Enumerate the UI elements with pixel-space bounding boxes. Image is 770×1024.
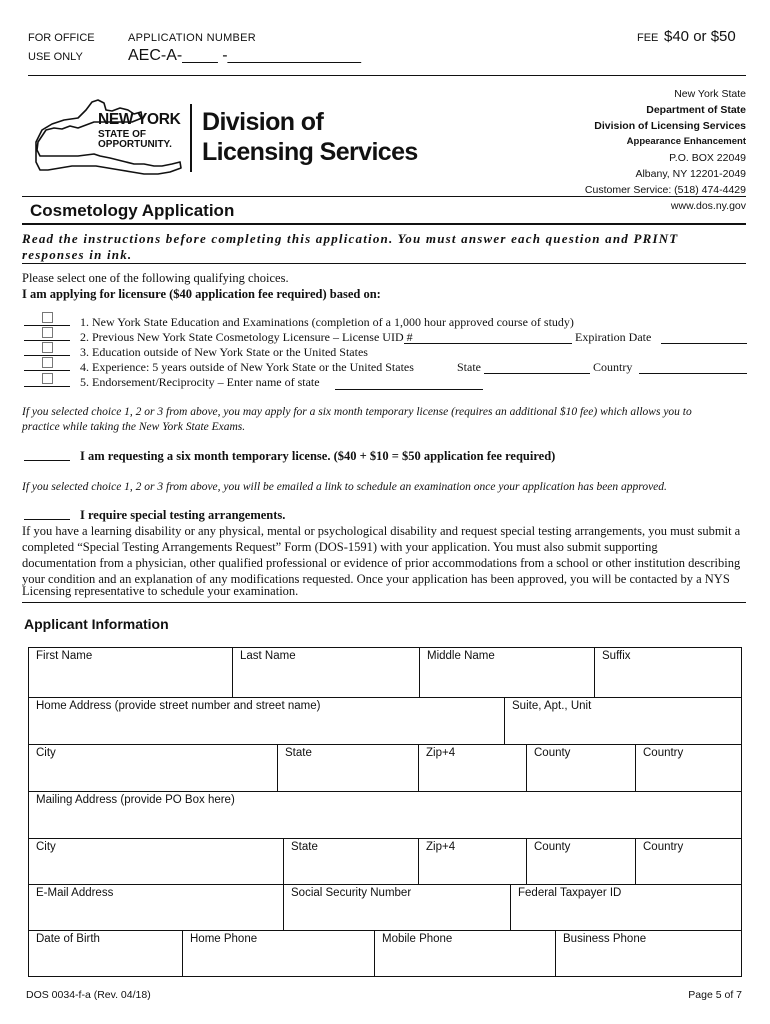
table-row: [29, 745, 741, 792]
dept-line6: Albany, NY 12201-2049: [635, 168, 746, 180]
home-city-label: City: [36, 747, 56, 759]
choice-3-line: [24, 355, 70, 356]
dob-field[interactable]: [29, 931, 182, 976]
table-row: [29, 839, 741, 885]
choice-5-line: [24, 386, 70, 387]
department-address-block: [585, 86, 746, 214]
page-title: Cosmetology Application: [30, 201, 235, 220]
business-phone-field[interactable]: [555, 931, 741, 976]
choice-1-line: [24, 325, 70, 326]
title-top-rule: [22, 196, 746, 197]
temporary-license-note-line2: practice while taking the New York State Exams.: [22, 421, 246, 433]
endorsement-state-field[interactable]: [335, 389, 483, 390]
middle-name-label: Middle Name: [427, 650, 495, 662]
email-label: E-Mail Address: [36, 887, 114, 899]
ny-logo-line3: OPPORTUNITY.: [98, 139, 172, 150]
email-field[interactable]: [29, 885, 283, 930]
special-testing-line5: Licensing representative to schedule your examination.: [22, 584, 299, 598]
temporary-license-checkbox[interactable]: [24, 460, 70, 461]
choice-4-text: 4. Experience: 5 years outside of New York State or the United States: [80, 360, 414, 374]
special-testing-checkbox[interactable]: [24, 519, 70, 520]
middle-name-field[interactable]: [419, 648, 594, 697]
mailing-country-label: Country: [643, 841, 684, 853]
choice-4-country-label: Country: [593, 360, 633, 374]
home-state-label: State: [285, 747, 312, 759]
division-title-line2: Licensing Services: [202, 138, 418, 166]
dept-line3: Division of Licensing Services: [594, 120, 746, 132]
suffix-label: Suffix: [602, 650, 631, 662]
for-office-label: FOR OFFICE: [28, 32, 95, 44]
mailing-city-label: City: [36, 841, 56, 853]
mailing-state-label: State: [291, 841, 318, 853]
table-row: [29, 885, 741, 931]
instruction-rule: [22, 263, 746, 264]
choice-4-country-field[interactable]: [639, 373, 747, 374]
dept-line7: Customer Service: (518) 474-4429: [584, 184, 746, 196]
ssn-field[interactable]: [283, 885, 510, 930]
suffix-field[interactable]: [594, 648, 741, 697]
application-number-field[interactable]: AEC-A-____ -_______________: [128, 47, 362, 64]
dept-line5: P.O. BOX 22049: [669, 152, 746, 164]
choice-4-checkbox[interactable]: [42, 357, 53, 368]
home-state-field[interactable]: [277, 745, 418, 791]
last-name-field[interactable]: [232, 648, 419, 697]
select-instructions: Please select one of the following qualifying choices.: [22, 271, 289, 285]
table-row: [29, 931, 741, 976]
applicant-info-table: [28, 647, 742, 977]
business-phone-label: Business Phone: [563, 933, 647, 945]
title-bottom-rule: [22, 223, 746, 225]
form-id: DOS 0034-f-a (Rev. 04/18): [26, 989, 151, 1001]
choice-2-line: [24, 340, 70, 341]
table-row: [29, 648, 741, 698]
choice-4-line: [24, 370, 70, 371]
dob-label: Date of Birth: [36, 933, 100, 945]
choice-3-checkbox[interactable]: [42, 342, 53, 353]
special-testing-line1: If you have a learning disability or any physical, mental or psychological disability and request special testing arrangements, you must submit a: [22, 524, 741, 538]
choice-1-checkbox[interactable]: [42, 312, 53, 323]
suite-label: Suite, Apt., Unit: [512, 700, 592, 712]
instruction-line1: Read the instructions before completing this application. You must answer each question and PRINT: [22, 231, 679, 246]
fee-amount: $40 or $50: [664, 28, 736, 45]
logo-divider: [190, 104, 192, 172]
dept-line2: Department of State: [646, 104, 746, 116]
home-zip-label: Zip+4: [426, 747, 456, 759]
first-name-label: First Name: [36, 650, 93, 662]
home-county-field[interactable]: [526, 745, 635, 791]
choice-1-text: 1. New York State Education and Examinations (completion of a 1,000 hour approved course of study): [80, 315, 574, 329]
license-uid-field[interactable]: [404, 343, 572, 344]
header-divider: [28, 75, 746, 76]
taxpayer-id-label: Federal Taxpayer ID: [518, 887, 622, 899]
dept-line4: Appearance Enhancement: [626, 136, 746, 147]
dept-line1: New York State: [674, 88, 746, 100]
special-testing-rule: [22, 602, 746, 603]
choice-2-text: 2. Previous New York State Cosmetology Licensure – License UID #: [80, 330, 413, 344]
mailing-county-label: County: [534, 841, 571, 853]
first-name-field[interactable]: [29, 648, 232, 697]
table-row: [29, 792, 741, 839]
choice-2-checkbox[interactable]: [42, 327, 53, 338]
home-country-field[interactable]: [635, 745, 741, 791]
special-testing-heading: I require special testing arrangements.: [80, 508, 286, 522]
expiration-date-label: Expiration Date: [575, 330, 652, 344]
temporary-license-note-line1: If you selected choice 1, 2 or 3 from above, you may apply for a six month temporary license (requires an additional $10 fee) which allows you to: [22, 406, 692, 418]
fee-label: FEE: [637, 32, 659, 44]
application-number-label: APPLICATION NUMBER: [128, 32, 257, 44]
applying-statement: I am applying for licensure ($40 application fee required) based on:: [22, 287, 381, 301]
mailing-county-field[interactable]: [526, 839, 635, 884]
applicant-info-heading: Applicant Information: [24, 616, 169, 632]
taxpayer-id-field[interactable]: [510, 885, 741, 930]
home-country-label: Country: [643, 747, 684, 759]
choice-3-text: 3. Education outside of New York State or the United States: [80, 345, 368, 359]
temporary-license-request: I am requesting a six month temporary license. ($40 + $10 = $50 application fee required): [80, 449, 556, 463]
use-only-label: USE ONLY: [28, 51, 83, 63]
mailing-zip-label: Zip+4: [426, 841, 456, 853]
dept-website-link[interactable]: www.dos.ny.gov: [670, 200, 746, 212]
choice-5-checkbox[interactable]: [42, 373, 53, 384]
special-testing-line4: your condition and an explanation of any modifications requested. Once your application has been approved, you will be contacted by a NYS: [22, 572, 730, 586]
ny-logo-line1: NEW YORK: [98, 111, 181, 128]
mailing-zip-field[interactable]: [418, 839, 526, 884]
last-name-label: Last Name: [240, 650, 296, 662]
page-number: Page 5 of 7: [688, 989, 742, 1001]
mailing-address-field[interactable]: [29, 792, 741, 838]
suite-field[interactable]: [504, 698, 741, 744]
table-row: [29, 698, 741, 745]
choice-5-text: 5. Endorsement/Reciprocity – Enter name of state: [80, 375, 320, 389]
home-phone-label: Home Phone: [190, 933, 258, 945]
division-title-line1: Division of: [202, 108, 324, 136]
mobile-phone-label: Mobile Phone: [382, 933, 453, 945]
home-phone-field[interactable]: [182, 931, 374, 976]
mailing-country-field[interactable]: [635, 839, 741, 884]
ssn-label: Social Security Number: [291, 887, 412, 899]
mailing-address-label: Mailing Address (provide PO Box here): [36, 794, 235, 806]
choice-4-state-label: State: [457, 360, 481, 374]
special-testing-line2: completed “Special Testing Arrangements Request” Form (DOS-1591) with your application. You must also submit supporting: [22, 540, 658, 554]
special-testing-line3: documentation from a physician, other qualified professional or evidence of prior accommodations from a school or other institution describing: [22, 556, 741, 570]
mobile-phone-field[interactable]: [374, 931, 555, 976]
choice-4-state-field[interactable]: [484, 373, 590, 374]
home-address-label: Home Address (provide street number and street name): [36, 700, 321, 712]
ny-logo-line2: STATE OF: [98, 129, 146, 140]
mailing-city-field[interactable]: [29, 839, 283, 884]
home-city-field[interactable]: [29, 745, 277, 791]
home-county-label: County: [534, 747, 571, 759]
mailing-state-field[interactable]: [283, 839, 418, 884]
expiration-date-field[interactable]: [661, 343, 747, 344]
home-zip-field[interactable]: [418, 745, 526, 791]
exam-schedule-note: If you selected choice 1, 2 or 3 from above, you will be emailed a link to schedule an examination once your application has been approved.: [22, 481, 667, 493]
instruction-line2: responses in ink.: [22, 247, 133, 262]
home-address-field[interactable]: [29, 698, 504, 744]
